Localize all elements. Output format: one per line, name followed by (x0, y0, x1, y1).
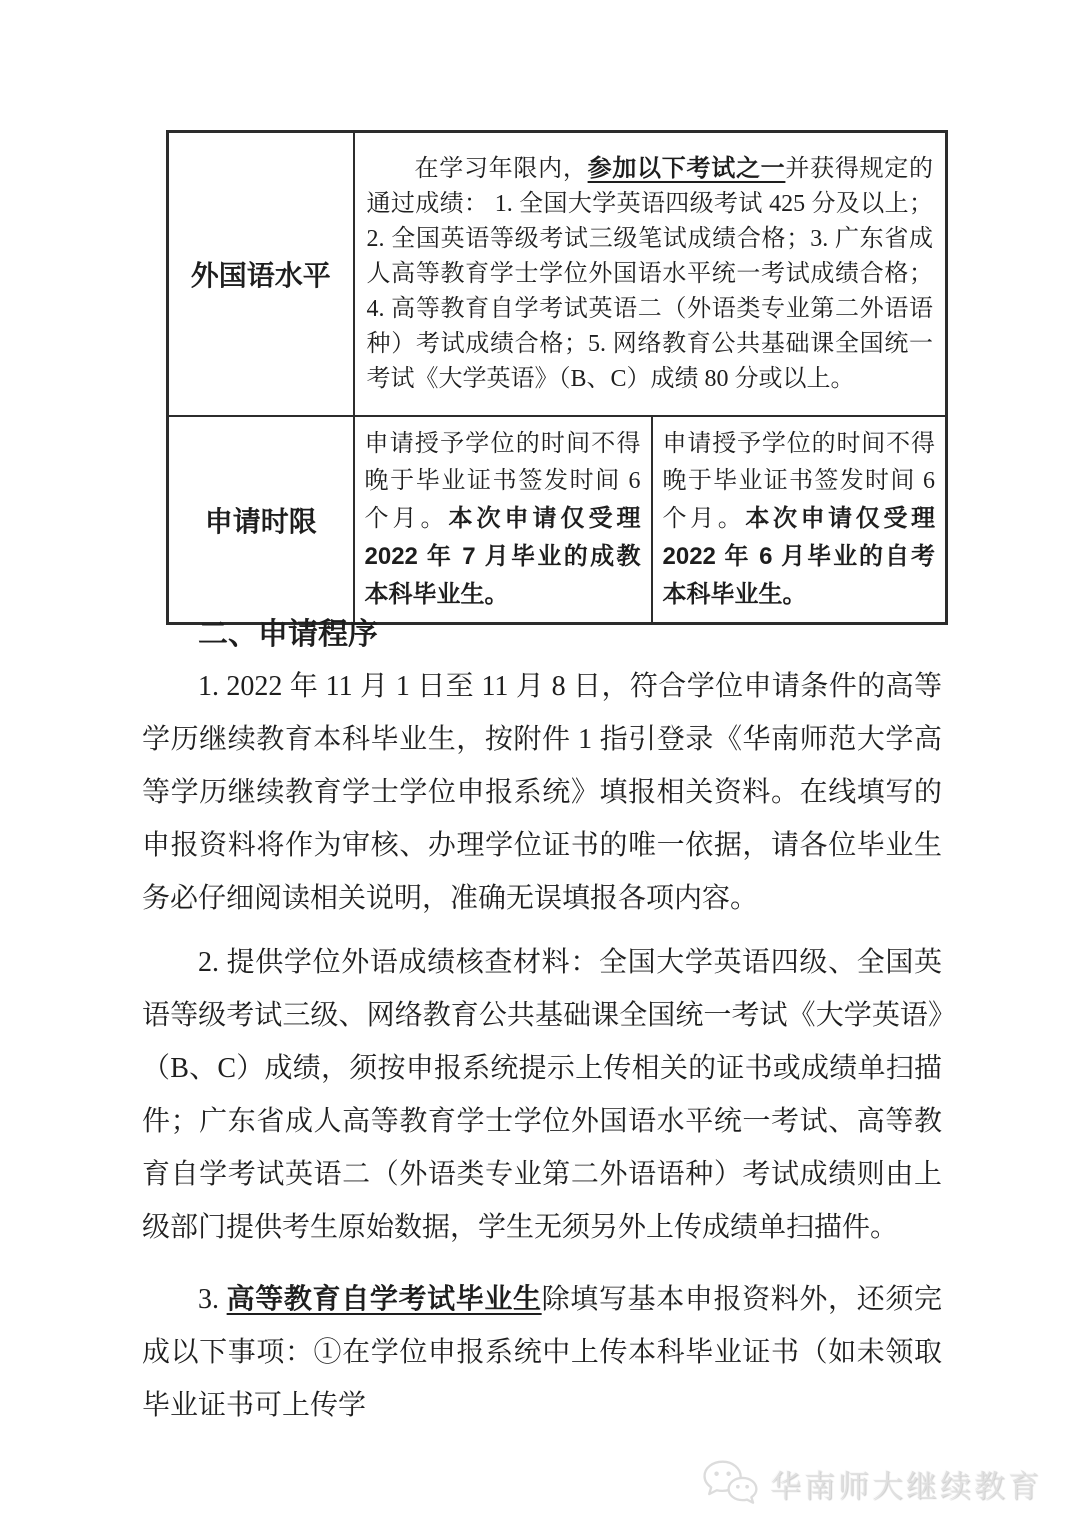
text-segment: 高等教育自学考试毕业生 (226, 1283, 542, 1314)
watermark-text: 华南师大继续教育 (770, 1468, 1042, 1504)
text-segment: 除填写基本申报资料外，还须完成以下事项：①在学位申报系统中上传本科毕业证书（如未领取毕业证书可上传学 (142, 1284, 942, 1421)
wechat-icon (700, 1458, 760, 1508)
text-segment: 1. 2022 年 11 月 1 日至 11 月 8 日，符合学位申请条件的高等学历继续教育本科毕业生，按附件 1 指引登录《华南师范大学高等学历继续教育学士学位申报系统》填报相关资料。在线填写的申报资料将作为审核、办理学位证书的唯一依据，请各位毕业生务必仔细阅读相关说明，准确无误填报各项内容。 (142, 671, 942, 914)
text-segment: 本次申请仅受理 2022 年 6 月毕业的自考本科毕业生。 (662, 504, 942, 608)
watermark (700, 1458, 1042, 1508)
table-row-application-deadline (168, 416, 947, 624)
paragraph-application-step-3 (142, 1272, 942, 1432)
text-segment: 3. (198, 1284, 227, 1315)
text-segment: 本次申请仅受理 2022 年 7 月毕业的成教本科毕业生。 (364, 504, 648, 608)
deadline-zikao-cell (652, 416, 947, 624)
foreign-language-requirements-cell (354, 132, 947, 417)
text-segment: 申请授予学位的时间不得晚于毕业证书签发时间 6 个月。 (364, 430, 647, 532)
row-header-foreign-language: 外国语水平 (168, 132, 354, 417)
text-segment: 2. 提供学位外语成绩核查材料：全国大学英语四级、全国英语等级考试三级、网络教育公共基础课全国统一考试《大学英语》（B、C）成绩，须按申报系统提示上传相关的证书或成绩单扫描件；广东省成人高等教育学士学位外国语水平统一考试、高等教育自学考试英语二（外语类专业第二外语语种）考试成绩则由上级部门提供考生原始数据，学生无须另外上传成绩单扫描件。 (142, 947, 942, 1243)
text-segment: 在学习年限内， (414, 156, 588, 182)
text-segment: 申请授予学位的时间不得晚于毕业证书签发时间 6 个月。 (662, 430, 942, 532)
table-row-foreign-language (168, 132, 947, 417)
paragraph-application-step-1 (142, 660, 942, 925)
paragraph-application-step-2 (142, 936, 942, 1254)
requirements-table (166, 130, 948, 625)
section-heading: 二、申请程序 (198, 618, 378, 651)
deadline-chengjiao-cell (354, 416, 652, 624)
text-segment: 并获得规定的通过成绩： 1. 全国大学英语四级考试 425 分及以上；2. 全国英语等级考试三级笔试成绩合格；3. 广东省成人高等教育学士学位外国语水平统一考试成绩合格；4. 高等教育自学考试英语二（外语类专业第二外语语种）考试成绩合格；5. 网络教育公共基础课全国统一考试《大学英语》（B、C）成绩 80 分或以上。 (366, 156, 934, 392)
row-header-application-deadline: 申请时限 (168, 416, 354, 624)
text-segment: 参加以下考试之一 (587, 155, 786, 182)
